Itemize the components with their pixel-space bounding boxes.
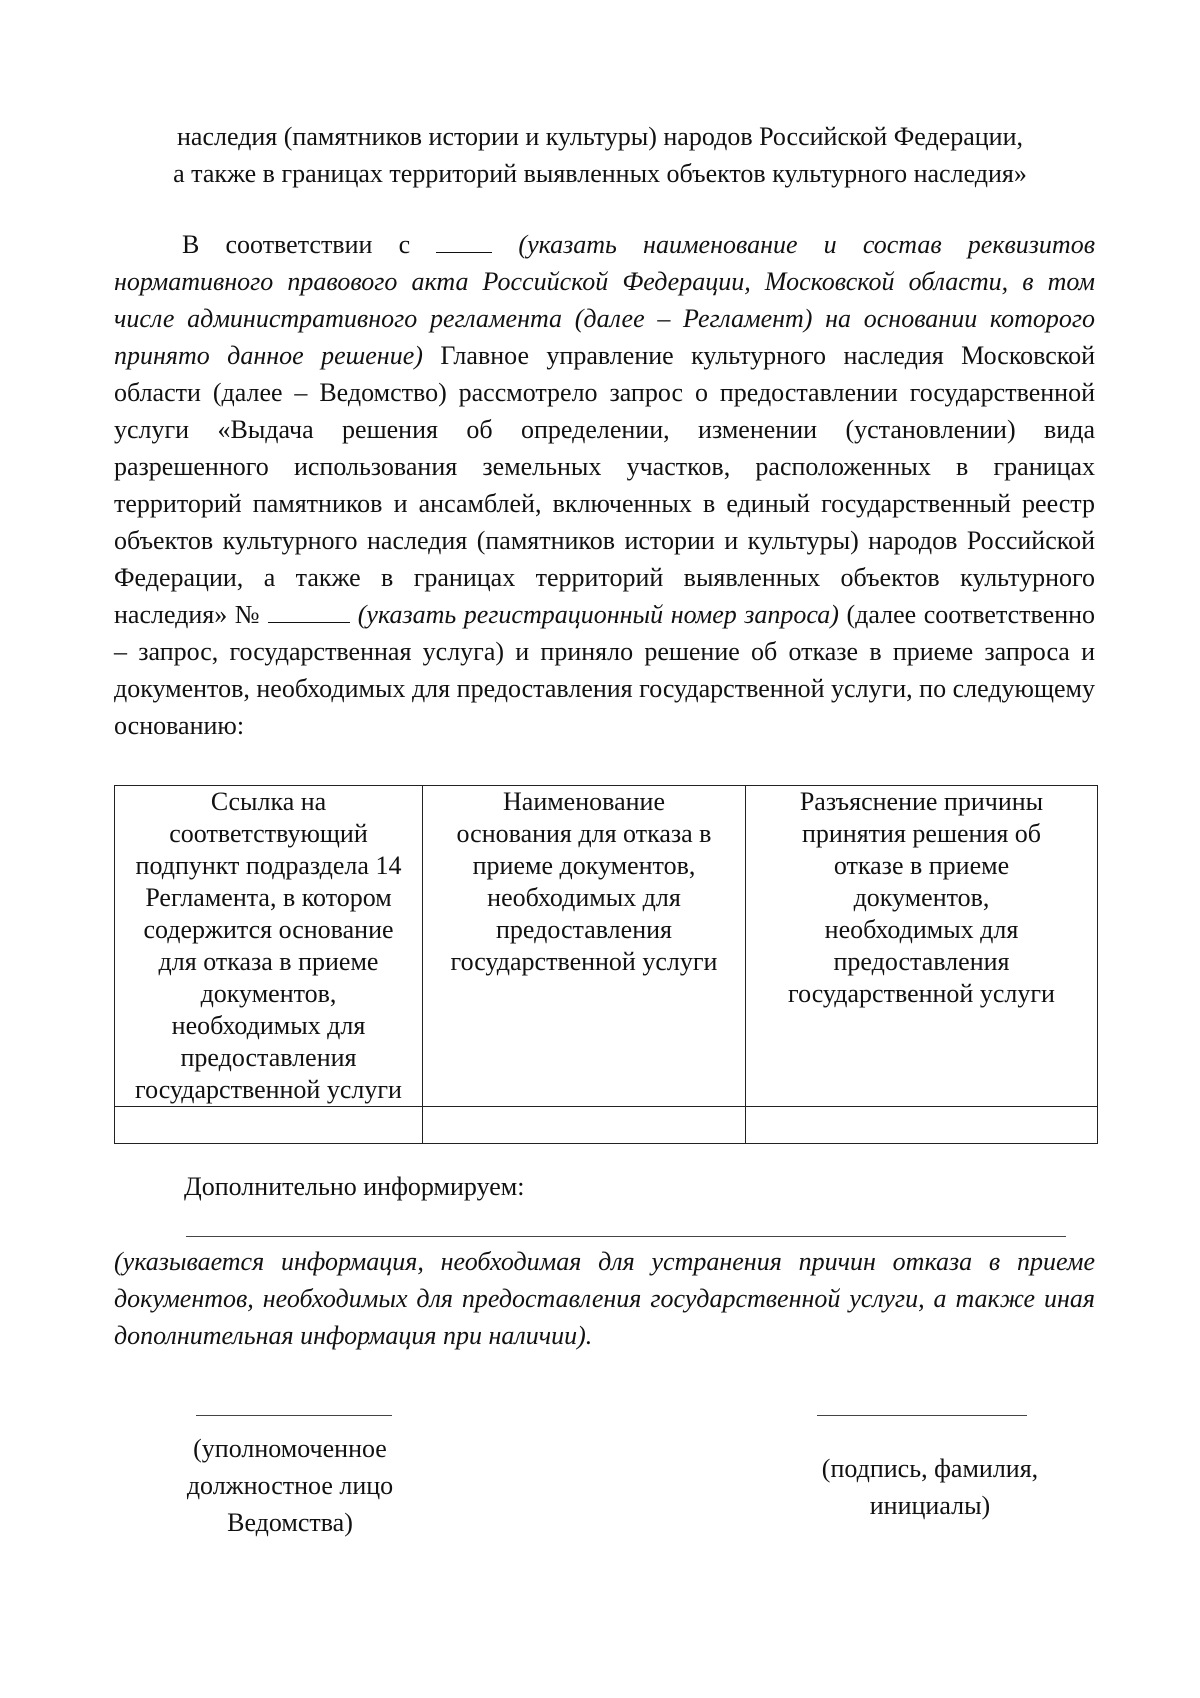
additional-info-line (186, 1236, 1066, 1237)
header-text-explanation: Разъяснение причины принятия решения об отказе в приеме документов, необходимых для предоставления государственной услуги (788, 787, 1055, 1008)
act-instruction: (указать наименование и состав реквизитов нормативного правового акта Российской Федерации, Московской области, в том числе административного регламента (далее – Регламент) на основании которого принято данное решение) (114, 230, 1095, 370)
header-text-reference: Ссылка на соответствующий подпункт подраздела 14 Регламента, в котором содержится основание для отказа в приеме документов, необходимых для предоставления государственной услуги (135, 787, 402, 1104)
header-cell-reference (115, 786, 423, 1107)
table-header-row (115, 786, 1098, 1107)
table-cell[interactable] (423, 1107, 746, 1144)
refusal-reasons-table (114, 785, 1098, 1144)
signature-caption: (подпись, фамилия, инициалы) (821, 1454, 1039, 1520)
header-text-ground: Наименование основания для отказа в приеме документов, необходимых для предоставления государственной услуги (450, 787, 718, 976)
document-header (110, 118, 1090, 192)
official-caption: (уполномоченное должностное лицо Ведомства) (186, 1434, 394, 1537)
additional-info-note: (указывается информация, необходимая для устранения причин отказа в приеме документов, необходимых для предоставления государственной услуги, а также иная дополнительная информация при наличии). (114, 1247, 1095, 1350)
header-line-2: а также в границах территорий выявленных объектов культурного наследия» (173, 159, 1027, 188)
table-cell[interactable] (746, 1107, 1098, 1144)
table-row (115, 1107, 1098, 1144)
request-number-instruction: (указать регистрационный номер запроса) (357, 600, 839, 629)
signature-name-line (817, 1415, 1027, 1416)
act-blank-field (436, 234, 492, 253)
official-signature-line (196, 1415, 392, 1416)
paragraph-end: (далее соответственно – запрос, государственная услуга) и приняло решение об отказе в приеме запроса и документов, необходимых для предоставления государственной услуги, по следующему основанию: (114, 600, 1096, 740)
paragraph-middle: Главное управление культурного наследия Московской области (далее – Ведомство) рассмотрело запрос о предоставлении государственной услуги «Выдача решения об определении, изменении (установлении) вида разрешенного использования земельных участков, расположенных в границах территорий памятников и ансамблей, включенных в единый государственный реестр объектов культурного наследия (памятников истории и культуры) народов Российской Федерации, а также в границах территорий выявленных объектов культурного наследия» № (114, 341, 1096, 629)
paragraph-start: В соответствии с (182, 230, 411, 259)
table-cell[interactable] (115, 1107, 423, 1144)
request-number-blank (268, 604, 350, 623)
header-line-1: наследия (памятников истории и культуры) народов Российской Федерации, (176, 122, 1024, 151)
header-cell-explanation (746, 786, 1098, 1107)
additional-info-label: Дополнительно информируем: (184, 1172, 525, 1201)
decision-paragraph (114, 226, 1095, 744)
header-cell-ground (423, 786, 746, 1107)
